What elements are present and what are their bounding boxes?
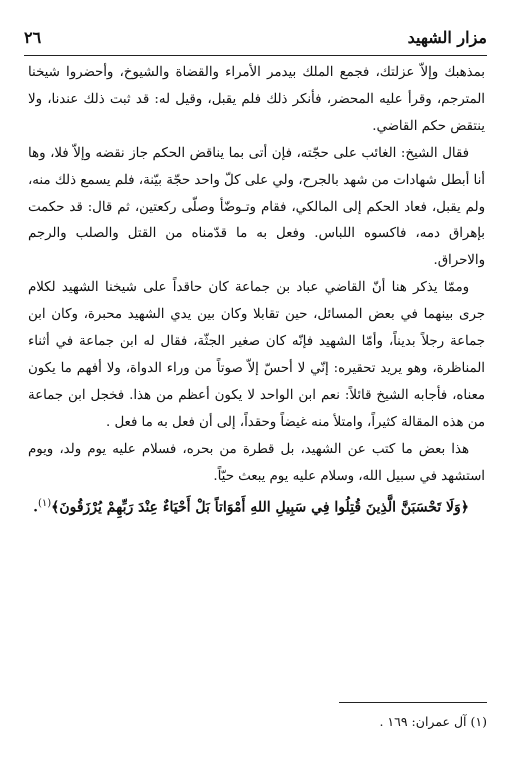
quran-verse-text: ﴿وَلَا تَحْسَبَنَّ الَّذِينَ قُتِلُوا فِي سَبِيلِ اللهِ أَمْوَاتاً بَلْ أَحْيَاءٌ عِنْدَ رَبِّهِمْ يُرْزَقُونَ﴾ <box>51 499 469 516</box>
paragraph-3: وممّا يذكر هنا أنّ القاضي عباد بن جماعة كان حاقداً على شيخنا الشهيد لكلام جرى بينهما في بعض المسائل، حين تقابلا وكان بين يدي الشهيد محبرة، وكان ابن جماعة رجلاً بديناً، وأمّا الشهيد فإنّه كان صغير الجثّة، فقال له ابن جماعة في أثناء المناظرة، وهو يريد تحقيره: إنّي لا أحسّ إلاّ صوتاً من وراء الدواة، ولا أفهم ما يكون معناه، فأجابه الشيخ قائلاً: نعم ابن الواحد لا يكون أعظم من هذا. فخجل ابن جماعة من هذه المقالة كثيراً، وامتلأ منه غيضاً وحقداً، إلى أن فعل به ما فعل . <box>28 280 485 430</box>
footnote-divider <box>339 702 487 703</box>
page-number: ٢٦ <box>24 27 42 47</box>
footnote: (١) آل عمران: ١٦٩ . <box>379 714 487 729</box>
paragraph-1: بمذهبك وإلاّ عزلتك، فجمع الملك بيدمر الأمراء والقضاة والشيوخ، وأحضروا شيخنا المترجم، وقرأ عليه المحضر، فأنكر ذلك فلم يقبل، وقيل له: قد ثبت ذلك عندنا، ولا ينتقض حكم القاضي. <box>28 65 485 134</box>
paragraph-4: هذا بعض ما كتب عن الشهيد، بل قطرة من بحره، فسلام عليه يوم ولد، ويوم استشهد في سبيل الله، وسلام عليه يوم يبعث حيّاً. <box>28 441 485 484</box>
running-title: مزار الشهيد <box>407 27 487 47</box>
quran-verse <box>28 491 485 522</box>
page-header <box>24 20 487 54</box>
verse-end-mark: . <box>33 499 38 516</box>
paragraph-2: فقال الشيخ: الغائب على حجّته، فإن أتى بما يناقض الحكم جاز نقضه وإلاّ فلا، وها أنا أبطل شهادات من شهد بالجرح، ولي على كلّ واحد حجّة بيّنة، فلم يسمع ذلك منه، ولم يقبل، فعاد الحكم إلى المالكي، فقام وتـوضّأ وصلّى ركعتين، ثم قال: قد حكمت بإهراق دمه، فاكسوه اللباس. وفعل به ما قدّمناه من القتل والصلب والرجم والاحراق. <box>28 145 485 269</box>
footnote-marker: (١) <box>37 497 52 509</box>
main-text <box>28 60 485 521</box>
header-divider <box>24 55 487 56</box>
